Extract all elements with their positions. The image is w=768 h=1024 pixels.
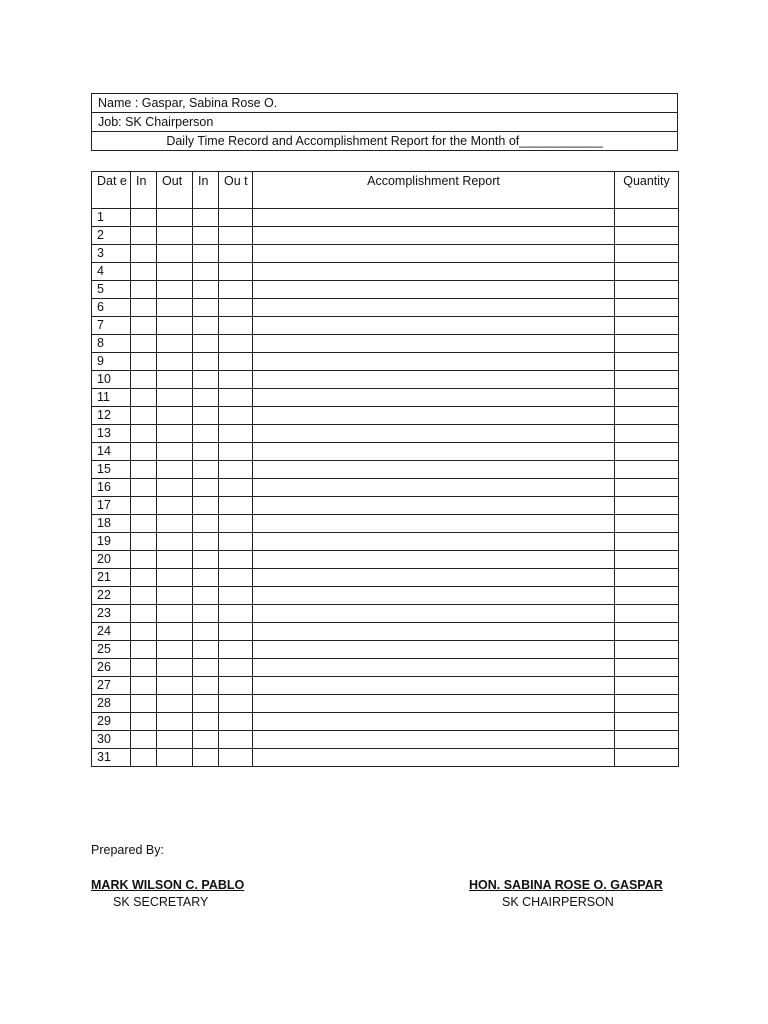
out-1-cell[interactable] [157, 299, 193, 317]
out-2-cell[interactable] [219, 371, 253, 389]
in-2-cell[interactable] [193, 749, 219, 767]
date-cell: 16 [92, 479, 131, 497]
date-cell: 31 [92, 749, 131, 767]
in-2-cell[interactable] [193, 479, 219, 497]
in-1-cell[interactable] [131, 641, 157, 659]
out-2-cell[interactable] [219, 389, 253, 407]
out-2-cell[interactable] [219, 659, 253, 677]
out-1-cell[interactable] [157, 407, 193, 425]
out-1-cell[interactable] [157, 551, 193, 569]
accomplishment-cell[interactable] [253, 605, 615, 623]
table-row [92, 389, 679, 407]
accomplishment-cell[interactable] [253, 713, 615, 731]
in-1-cell[interactable] [131, 299, 157, 317]
in-2-cell[interactable] [193, 263, 219, 281]
col-header-accomplishment-report: Accomplishment Report [253, 172, 615, 209]
in-2-cell[interactable] [193, 317, 219, 335]
out-2-cell[interactable] [219, 317, 253, 335]
in-1-cell[interactable] [131, 677, 157, 695]
table-row [92, 425, 679, 443]
in-1-cell[interactable] [131, 515, 157, 533]
in-2-cell[interactable] [193, 533, 219, 551]
in-2-cell[interactable] [193, 623, 219, 641]
secretary-name: MARK WILSON C. PABLO [91, 878, 245, 892]
table-row [92, 569, 679, 587]
accomplishment-cell[interactable] [253, 551, 615, 569]
accomplishment-cell[interactable] [253, 587, 615, 605]
date-cell: 10 [92, 371, 131, 389]
out-2-cell[interactable] [219, 749, 253, 767]
col-header-in-1: In [131, 172, 157, 209]
out-1-cell[interactable] [157, 353, 193, 371]
quantity-cell[interactable] [615, 569, 679, 587]
accomplishment-cell[interactable] [253, 209, 615, 227]
in-2-cell[interactable] [193, 407, 219, 425]
quantity-cell[interactable] [615, 479, 679, 497]
in-2-cell[interactable] [193, 353, 219, 371]
out-1-cell[interactable] [157, 425, 193, 443]
out-1-cell[interactable] [157, 569, 193, 587]
accomplishment-cell[interactable] [253, 677, 615, 695]
quantity-cell[interactable] [615, 335, 679, 353]
table-row [92, 227, 679, 245]
date-cell: 21 [92, 569, 131, 587]
in-2-cell[interactable] [193, 713, 219, 731]
table-row [92, 443, 679, 461]
accomplishment-cell[interactable] [253, 497, 615, 515]
out-2-cell[interactable] [219, 605, 253, 623]
accomplishment-cell[interactable] [253, 281, 615, 299]
table-row [92, 533, 679, 551]
in-1-cell[interactable] [131, 389, 157, 407]
out-1-cell[interactable] [157, 515, 193, 533]
table-row [92, 209, 679, 227]
accomplishment-cell[interactable] [253, 335, 615, 353]
out-1-cell[interactable] [157, 497, 193, 515]
employee-job: Job: SK Chairperson [92, 113, 678, 132]
out-1-cell[interactable] [157, 677, 193, 695]
quantity-cell[interactable] [615, 515, 679, 533]
in-1-cell[interactable] [131, 479, 157, 497]
accomplishment-cell[interactable] [253, 515, 615, 533]
header-info-table [91, 93, 678, 151]
out-2-cell[interactable] [219, 623, 253, 641]
in-2-cell[interactable] [193, 677, 219, 695]
accomplishment-cell[interactable] [253, 443, 615, 461]
table-row [92, 335, 679, 353]
in-2-cell[interactable] [193, 551, 219, 569]
quantity-cell[interactable] [615, 209, 679, 227]
table-row [92, 497, 679, 515]
out-1-cell[interactable] [157, 281, 193, 299]
quantity-cell[interactable] [615, 443, 679, 461]
out-1-cell[interactable] [157, 317, 193, 335]
table-row [92, 713, 679, 731]
table-row [92, 731, 679, 749]
in-2-cell[interactable] [193, 569, 219, 587]
in-1-cell[interactable] [131, 587, 157, 605]
date-cell: 5 [92, 281, 131, 299]
quantity-cell[interactable] [615, 389, 679, 407]
in-2-cell[interactable] [193, 335, 219, 353]
quantity-cell[interactable] [615, 659, 679, 677]
in-1-cell[interactable] [131, 623, 157, 641]
in-1-cell[interactable] [131, 461, 157, 479]
accomplishment-cell[interactable] [253, 659, 615, 677]
out-2-cell[interactable] [219, 353, 253, 371]
table-row [92, 317, 679, 335]
date-cell: 23 [92, 605, 131, 623]
date-cell: 24 [92, 623, 131, 641]
col-header-date: Dat e [92, 172, 131, 209]
accomplishment-cell[interactable] [253, 695, 615, 713]
in-1-cell[interactable] [131, 659, 157, 677]
out-2-cell[interactable] [219, 425, 253, 443]
quantity-cell[interactable] [615, 281, 679, 299]
out-1-cell[interactable] [157, 533, 193, 551]
table-row [92, 551, 679, 569]
out-2-cell[interactable] [219, 461, 253, 479]
date-cell: 29 [92, 713, 131, 731]
quantity-cell[interactable] [615, 317, 679, 335]
in-2-cell[interactable] [193, 587, 219, 605]
table-row [92, 353, 679, 371]
out-1-cell[interactable] [157, 209, 193, 227]
out-1-cell[interactable] [157, 227, 193, 245]
accomplishment-cell[interactable] [253, 623, 615, 641]
accomplishment-cell[interactable] [253, 353, 615, 371]
accomplishment-cell[interactable] [253, 299, 615, 317]
accomplishment-cell[interactable] [253, 389, 615, 407]
accomplishment-cell[interactable] [253, 731, 615, 749]
date-cell: 11 [92, 389, 131, 407]
col-header-in-2: In [193, 172, 219, 209]
accomplishment-cell[interactable] [253, 479, 615, 497]
in-2-cell[interactable] [193, 371, 219, 389]
col-header-quantity: Quantity [615, 172, 679, 209]
table-row [92, 515, 679, 533]
col-header-out-2: Ou t [219, 172, 253, 209]
out-1-cell[interactable] [157, 605, 193, 623]
quantity-cell[interactable] [615, 731, 679, 749]
in-1-cell[interactable] [131, 209, 157, 227]
in-1-cell[interactable] [131, 443, 157, 461]
accomplishment-cell[interactable] [253, 569, 615, 587]
in-2-cell[interactable] [193, 461, 219, 479]
out-2-cell[interactable] [219, 407, 253, 425]
out-2-cell[interactable] [219, 479, 253, 497]
date-cell: 28 [92, 695, 131, 713]
quantity-cell[interactable] [615, 371, 679, 389]
quantity-cell[interactable] [615, 641, 679, 659]
in-1-cell[interactable] [131, 713, 157, 731]
in-1-cell[interactable] [131, 317, 157, 335]
accomplishment-cell[interactable] [253, 749, 615, 767]
in-1-cell[interactable] [131, 605, 157, 623]
in-1-cell[interactable] [131, 245, 157, 263]
in-1-cell[interactable] [131, 335, 157, 353]
date-cell: 13 [92, 425, 131, 443]
in-2-cell[interactable] [193, 443, 219, 461]
date-cell: 30 [92, 731, 131, 749]
table-row [92, 479, 679, 497]
accomplishment-cell[interactable] [253, 425, 615, 443]
quantity-cell[interactable] [615, 353, 679, 371]
in-1-cell[interactable] [131, 371, 157, 389]
in-1-cell[interactable] [131, 569, 157, 587]
out-1-cell[interactable] [157, 659, 193, 677]
quantity-cell[interactable] [615, 623, 679, 641]
table-row [92, 407, 679, 425]
secretary-title: SK SECRETARY [113, 895, 209, 909]
date-cell: 20 [92, 551, 131, 569]
quantity-cell[interactable] [615, 425, 679, 443]
date-cell: 3 [92, 245, 131, 263]
in-1-cell[interactable] [131, 695, 157, 713]
in-2-cell[interactable] [193, 515, 219, 533]
table-row [92, 587, 679, 605]
out-2-cell[interactable] [219, 695, 253, 713]
out-1-cell[interactable] [157, 695, 193, 713]
accomplishment-cell[interactable] [253, 371, 615, 389]
accomplishment-cell[interactable] [253, 641, 615, 659]
out-2-cell[interactable] [219, 569, 253, 587]
accomplishment-cell[interactable] [253, 227, 615, 245]
table-row [92, 299, 679, 317]
out-1-cell[interactable] [157, 263, 193, 281]
out-1-cell[interactable] [157, 371, 193, 389]
table-row [92, 623, 679, 641]
quantity-cell[interactable] [615, 713, 679, 731]
date-cell: 7 [92, 317, 131, 335]
in-1-cell[interactable] [131, 551, 157, 569]
date-cell: 12 [92, 407, 131, 425]
table-header-row [92, 172, 679, 209]
quantity-cell[interactable] [615, 227, 679, 245]
quantity-cell[interactable] [615, 461, 679, 479]
in-2-cell[interactable] [193, 605, 219, 623]
out-1-cell[interactable] [157, 713, 193, 731]
col-header-out-1: Out [157, 172, 193, 209]
out-2-cell[interactable] [219, 515, 253, 533]
in-1-cell[interactable] [131, 425, 157, 443]
date-cell: 18 [92, 515, 131, 533]
out-2-cell[interactable] [219, 443, 253, 461]
quantity-cell[interactable] [615, 497, 679, 515]
table-row [92, 695, 679, 713]
date-cell: 8 [92, 335, 131, 353]
date-cell: 27 [92, 677, 131, 695]
out-2-cell[interactable] [219, 335, 253, 353]
out-2-cell[interactable] [219, 209, 253, 227]
out-2-cell[interactable] [219, 533, 253, 551]
table-row [92, 749, 679, 767]
out-1-cell[interactable] [157, 443, 193, 461]
prepared-by-label: Prepared By: [91, 843, 164, 857]
quantity-cell[interactable] [615, 749, 679, 767]
out-2-cell[interactable] [219, 299, 253, 317]
table-row [92, 371, 679, 389]
report-title: Daily Time Record and Accomplishment Report for the Month of____________ [92, 132, 678, 151]
in-1-cell[interactable] [131, 497, 157, 515]
in-2-cell[interactable] [193, 731, 219, 749]
table-row [92, 281, 679, 299]
quantity-cell[interactable] [615, 245, 679, 263]
quantity-cell[interactable] [615, 263, 679, 281]
table-row [92, 605, 679, 623]
out-2-cell[interactable] [219, 641, 253, 659]
date-cell: 14 [92, 443, 131, 461]
table-row [92, 641, 679, 659]
table-row [92, 677, 679, 695]
out-1-cell[interactable] [157, 587, 193, 605]
date-cell: 6 [92, 299, 131, 317]
in-1-cell[interactable] [131, 533, 157, 551]
table-row [92, 245, 679, 263]
out-2-cell[interactable] [219, 263, 253, 281]
in-2-cell[interactable] [193, 659, 219, 677]
out-1-cell[interactable] [157, 623, 193, 641]
in-2-cell[interactable] [193, 425, 219, 443]
out-2-cell[interactable] [219, 245, 253, 263]
in-2-cell[interactable] [193, 227, 219, 245]
quantity-cell[interactable] [615, 695, 679, 713]
accomplishment-cell[interactable] [253, 263, 615, 281]
date-cell: 9 [92, 353, 131, 371]
in-1-cell[interactable] [131, 281, 157, 299]
table-row [92, 263, 679, 281]
out-1-cell[interactable] [157, 335, 193, 353]
in-1-cell[interactable] [131, 407, 157, 425]
quantity-cell[interactable] [615, 299, 679, 317]
quantity-cell[interactable] [615, 533, 679, 551]
in-2-cell[interactable] [193, 497, 219, 515]
accomplishment-cell[interactable] [253, 461, 615, 479]
out-1-cell[interactable] [157, 479, 193, 497]
accomplishment-cell[interactable] [253, 407, 615, 425]
date-cell: 4 [92, 263, 131, 281]
out-2-cell[interactable] [219, 587, 253, 605]
out-2-cell[interactable] [219, 497, 253, 515]
in-1-cell[interactable] [131, 749, 157, 767]
out-2-cell[interactable] [219, 551, 253, 569]
in-1-cell[interactable] [131, 263, 157, 281]
date-cell: 1 [92, 209, 131, 227]
in-1-cell[interactable] [131, 353, 157, 371]
in-2-cell[interactable] [193, 209, 219, 227]
quantity-cell[interactable] [615, 551, 679, 569]
date-cell: 19 [92, 533, 131, 551]
quantity-cell[interactable] [615, 605, 679, 623]
out-2-cell[interactable] [219, 227, 253, 245]
out-1-cell[interactable] [157, 731, 193, 749]
out-2-cell[interactable] [219, 677, 253, 695]
chairperson-name: HON. SABINA ROSE O. GASPAR [469, 878, 663, 892]
in-2-cell[interactable] [193, 245, 219, 263]
accomplishment-cell[interactable] [253, 533, 615, 551]
quantity-cell[interactable] [615, 407, 679, 425]
out-2-cell[interactable] [219, 731, 253, 749]
employee-name: Name : Gaspar, Sabina Rose O. [92, 94, 678, 113]
out-1-cell[interactable] [157, 641, 193, 659]
dtr-table-body [92, 209, 679, 767]
chairperson-title: SK CHAIRPERSON [502, 895, 614, 909]
date-cell: 2 [92, 227, 131, 245]
accomplishment-cell[interactable] [253, 317, 615, 335]
date-cell: 26 [92, 659, 131, 677]
dtr-table [91, 171, 679, 767]
out-1-cell[interactable] [157, 245, 193, 263]
in-2-cell[interactable] [193, 695, 219, 713]
in-1-cell[interactable] [131, 227, 157, 245]
out-2-cell[interactable] [219, 713, 253, 731]
table-row [92, 659, 679, 677]
accomplishment-cell[interactable] [253, 245, 615, 263]
in-2-cell[interactable] [193, 299, 219, 317]
out-1-cell[interactable] [157, 749, 193, 767]
table-row [92, 461, 679, 479]
date-cell: 17 [92, 497, 131, 515]
in-1-cell[interactable] [131, 731, 157, 749]
out-1-cell[interactable] [157, 389, 193, 407]
in-2-cell[interactable] [193, 641, 219, 659]
in-2-cell[interactable] [193, 281, 219, 299]
date-cell: 25 [92, 641, 131, 659]
in-2-cell[interactable] [193, 389, 219, 407]
out-2-cell[interactable] [219, 281, 253, 299]
quantity-cell[interactable] [615, 677, 679, 695]
quantity-cell[interactable] [615, 587, 679, 605]
out-1-cell[interactable] [157, 461, 193, 479]
date-cell: 22 [92, 587, 131, 605]
date-cell: 15 [92, 461, 131, 479]
